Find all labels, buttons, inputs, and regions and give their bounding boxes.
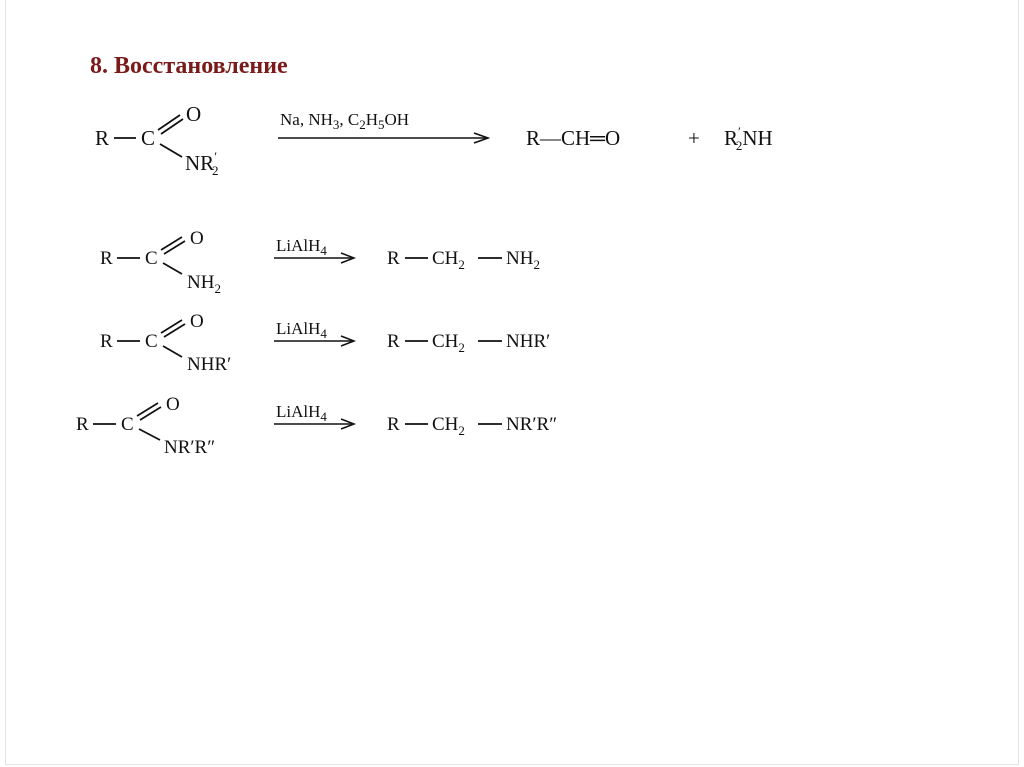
double-bond-c-o-a — [137, 403, 158, 416]
product-r: R — [387, 248, 400, 269]
reactant-c: C — [145, 331, 158, 352]
product-ch2: $CH_2$ — [432, 248, 465, 272]
product-r: R — [387, 414, 400, 435]
double-bond-c-o-b — [140, 407, 161, 420]
product-ch2: $CH_2$ — [432, 331, 465, 355]
reactant-c: C — [141, 126, 156, 150]
product-r: R — [387, 331, 400, 352]
reactant-r: R — [100, 331, 113, 352]
reagent-label: LiAlH$_4$ — [276, 319, 327, 341]
reactant-n: NR′R″ — [164, 437, 216, 458]
product-n: NHR′ — [506, 331, 551, 352]
plus-sign: + — [688, 126, 700, 150]
reagent-label: LiAlH$_4$ — [276, 236, 327, 258]
reactant-r: R — [95, 126, 110, 150]
bond-c-n — [139, 429, 160, 440]
reactant-o: O — [186, 102, 202, 126]
reactant-n: NHR′ — [187, 354, 232, 375]
product-aldehyde: R—CH═O — [526, 126, 621, 150]
reactant-n: NR′ 2 — [185, 149, 219, 178]
reagent-label: LiAlH$_4$ — [276, 402, 327, 424]
product-ch2: $CH_2$ — [432, 414, 465, 438]
reactant-o: O — [166, 394, 180, 415]
reagent-label: Na, $NH_3$, $C_2H_5OH$ — [280, 110, 410, 132]
product-n: NR′R″ — [506, 414, 558, 435]
reactant-r: R — [100, 248, 113, 269]
product-amine: R′ 2NH — [724, 124, 773, 153]
reactant-c: C — [145, 248, 158, 269]
reactant-o: O — [190, 228, 204, 249]
product-n: $NH_2$ — [506, 248, 540, 272]
slide-title: 8. Восстановление — [90, 53, 288, 79]
reactant-n: $NH_2$ — [187, 272, 221, 296]
reactant-c: C — [121, 414, 134, 435]
reactant-o: O — [190, 311, 204, 332]
reactant-r: R — [76, 414, 89, 435]
